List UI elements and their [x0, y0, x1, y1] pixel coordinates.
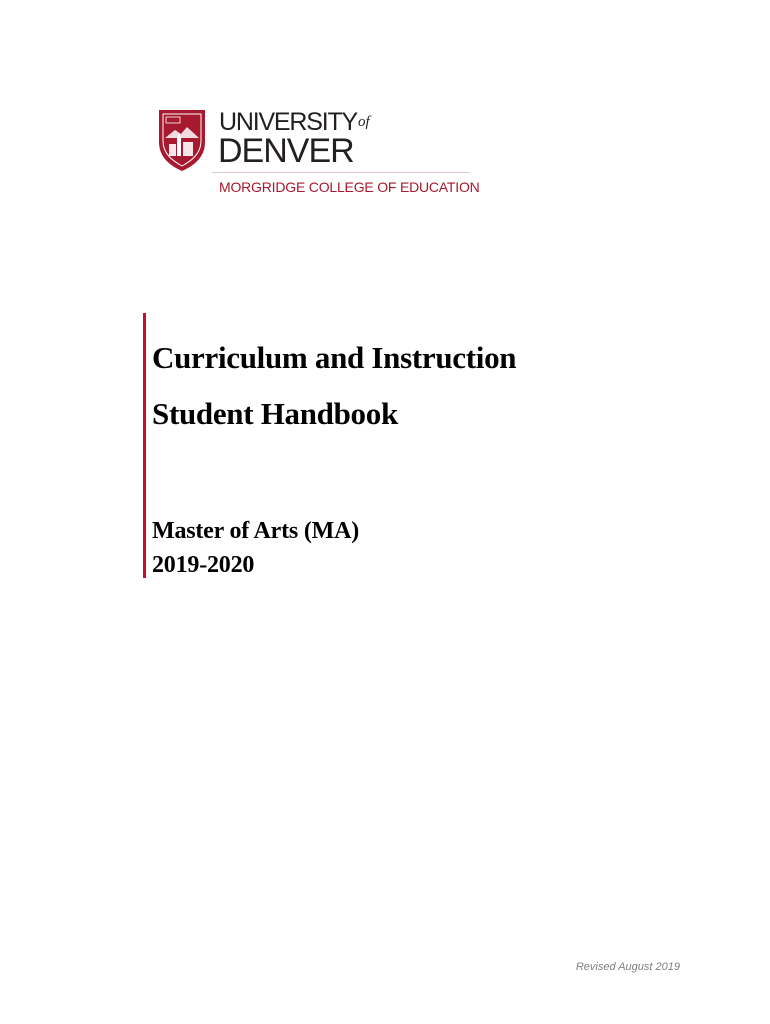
- wordmark-university: UNIVERSITYof: [219, 108, 370, 136]
- title-line-2: Student Handbook: [152, 396, 398, 431]
- title-accent-bar: [143, 313, 146, 578]
- logo-divider: [212, 172, 470, 173]
- college-name: MORGRIDGE COLLEGE OF EDUCATION: [219, 179, 480, 195]
- revision-note: Revised August 2019: [575, 961, 680, 973]
- document-title: [152, 330, 516, 442]
- university-logo: [157, 108, 480, 200]
- academic-year: 2019-2020: [152, 552, 255, 578]
- university-seal-icon: [157, 108, 207, 172]
- wordmark-denver: DENVER: [218, 132, 354, 170]
- document-subtitle: [152, 514, 359, 582]
- wordmark-of: of: [358, 114, 370, 130]
- degree-label: Master of Arts (MA): [152, 518, 360, 544]
- title-line-1: Curriculum and Instruction: [152, 340, 517, 375]
